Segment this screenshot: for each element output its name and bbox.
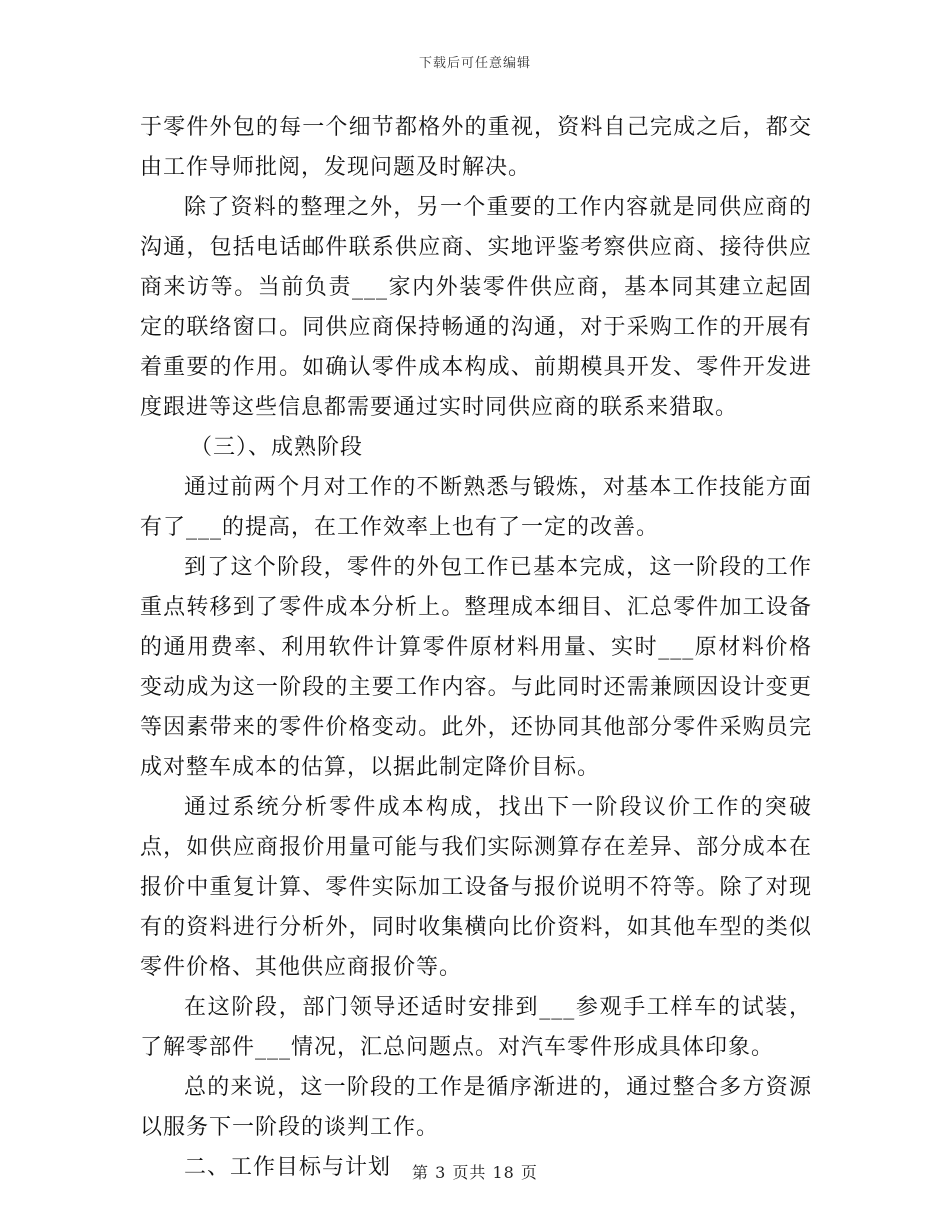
page-header: 下载后可任意编辑 [418, 56, 531, 71]
paragraph-skill-improvement: 通过前两个月对工作的不断熟悉与锻炼，对基本工作技能方面有了___的提高，在工作效率上也有了一定的改善。 [140, 475, 812, 540]
paragraph-summary: 总的来说，这一阶段的工作是循序渐进的，通过整合多方资源以服务下一阶段的谈判工作。 [140, 1075, 812, 1140]
page-footer: 第 3 页共 18 页 [412, 1163, 538, 1182]
section-heading-goals-plan: 二、工作目标与计划 [184, 1155, 392, 1180]
paragraph-cost-structure: 通过系统分析零件成本构成，找出下一阶段议价工作的突破点，如供应商报价用量可能与我们实际测算存在差异、部分成本在报价中重复计算、零件实际加工设备与报价说明不符等。除了对现有的资料进行分析外，同时收集横向比价资料，如其他车型的类似零件价格、其他供应商报价等。 [140, 795, 812, 980]
paragraph-continuation: 于零件外包的每一个细节都格外的重视，资料自己完成之后，都交由工作导师批阅，发现问题及时解决。 [140, 115, 812, 180]
document-body [140, 108, 812, 1188]
section-heading-mature-stage: （三）、成熟阶段 [190, 435, 364, 460]
paragraph-sample-car: 在这阶段，部门领导还适时安排到___参观手工样车的试装，了解零部件___情况，汇总问题点。对汽车零件形成具体印象。 [140, 995, 812, 1060]
paragraph-supplier-communication: 除了资料的整理之外，另一个重要的工作内容就是同供应商的沟通，包括电话邮件联系供应商、实地评鉴考察供应商、接待供应商来访等。当前负责___家内外装零件供应商，基本同其建立起固定的联络窗口。同供应商保持畅通的沟通，对于采购工作的开展有着重要的作用。如确认零件成本构成、前期模具开发、零件开发进度跟进等这些信息都需要通过实时同供应商的联系来猎取。 [140, 195, 812, 420]
paragraph-cost-analysis: 到了这个阶段，零件的外包工作已基本完成，这一阶段的工作重点转移到了零件成本分析上。整理成本细目、汇总零件加工设备的通用费率、利用软件计算零件原材料用量、实时___原材料价格变动成为这一阶段的主要工作内容。与此同时还需兼顾因设计变更等因素带来的零件价格变动。此外，还协同其他部分零件采购员完成对整车成本的估算，以据此制定降价目标。 [140, 555, 812, 780]
